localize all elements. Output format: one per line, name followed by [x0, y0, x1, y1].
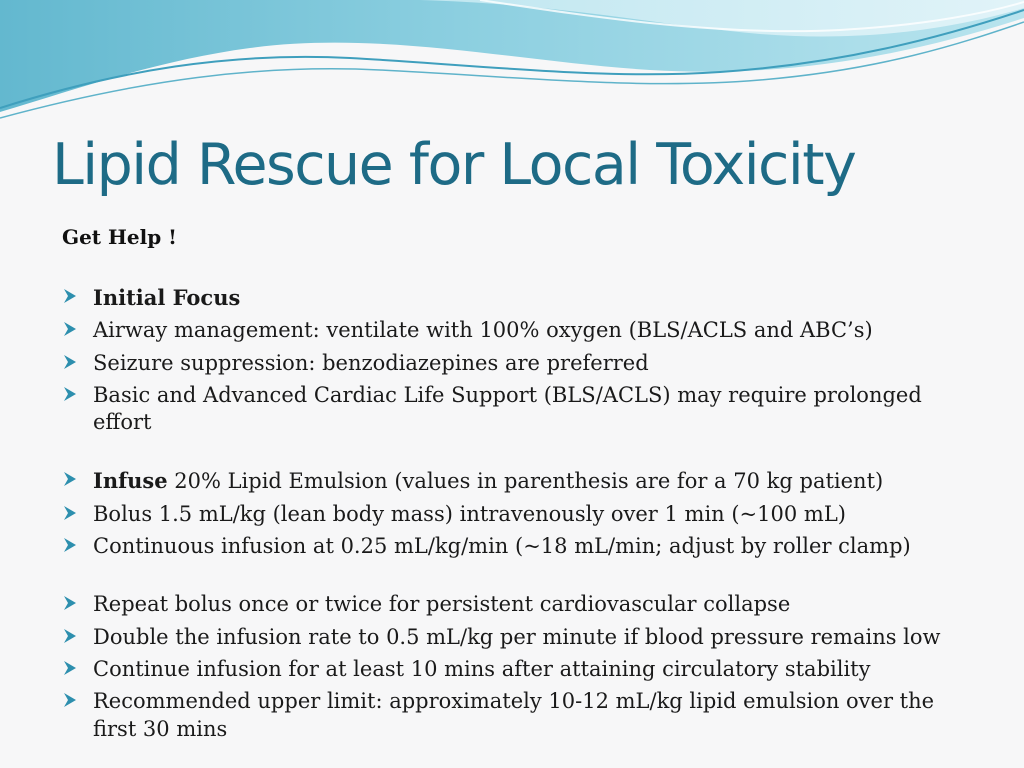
arrow-bullet-icon: [62, 692, 78, 708]
bullet-text: Basic and Advanced Cardiac Life Support (BLS/ACLS) may require prolonged effort: [93, 382, 922, 435]
bullet-item: [62, 688, 962, 743]
arrow-bullet-icon: [62, 321, 78, 337]
arrow-bullet-icon: [62, 660, 78, 676]
arrow-bullet-icon: [62, 386, 78, 402]
bullet-item: [62, 656, 962, 683]
bullet-item: [62, 591, 962, 618]
bullet-text: Seizure suppression: benzodiazepines are preferred: [93, 350, 649, 375]
bullet-item: [62, 350, 962, 377]
arrow-bullet-icon: [62, 505, 78, 521]
bullet-lead: Infuse: [93, 468, 168, 494]
arrow-bullet-icon: [62, 288, 78, 304]
bullet-text: Continuous infusion at 0.25 mL/kg/min (~18 mL/min; adjust by roller clamp): [93, 534, 911, 559]
slide-title: Lipid Rescue for Local Toxicity: [52, 132, 856, 198]
arrow-bullet-icon: [62, 471, 78, 487]
arrow-bullet-icon: [62, 628, 78, 644]
arrow-bullet-icon: [62, 354, 78, 370]
bullet-item: [62, 382, 962, 437]
bullet-item: [62, 501, 962, 528]
bullet-list: [62, 284, 962, 748]
bullet-text: Continue infusion for at least 10 mins after attaining circulatory stability: [93, 656, 871, 681]
bullet-item: [62, 624, 962, 651]
bullet-item: [62, 284, 962, 312]
bullet-text: Repeat bolus once or twice for persistent cardiovascular collapse: [93, 592, 791, 617]
bullet-text: 20% Lipid Emulsion (values in parenthesis are for a 70 kg patient): [167, 469, 884, 494]
bullet-item: [62, 467, 962, 495]
bullet-lead: Initial Focus: [93, 285, 241, 310]
bullet-text: Airway management: ventilate with 100% oxygen (BLS/ACLS and ABC’s): [93, 318, 873, 343]
arrow-bullet-icon: [62, 537, 78, 553]
bullet-text: Bolus 1.5 mL/kg (lean body mass) intravenously over 1 min (~100 mL): [93, 501, 846, 526]
bullet-text: Recommended upper limit: approximately 10-12 mL/kg lipid emulsion over the first 30 mins: [93, 689, 935, 741]
bullet-item: [62, 317, 962, 344]
header-wave-decoration: [0, 0, 1024, 125]
arrow-bullet-icon: [62, 595, 78, 611]
get-help-heading: Get Help !: [62, 225, 177, 249]
bullet-text: Double the infusion rate to 0.5 mL/kg per minute if blood pressure remains low: [93, 624, 941, 649]
bullet-item: [62, 533, 962, 560]
